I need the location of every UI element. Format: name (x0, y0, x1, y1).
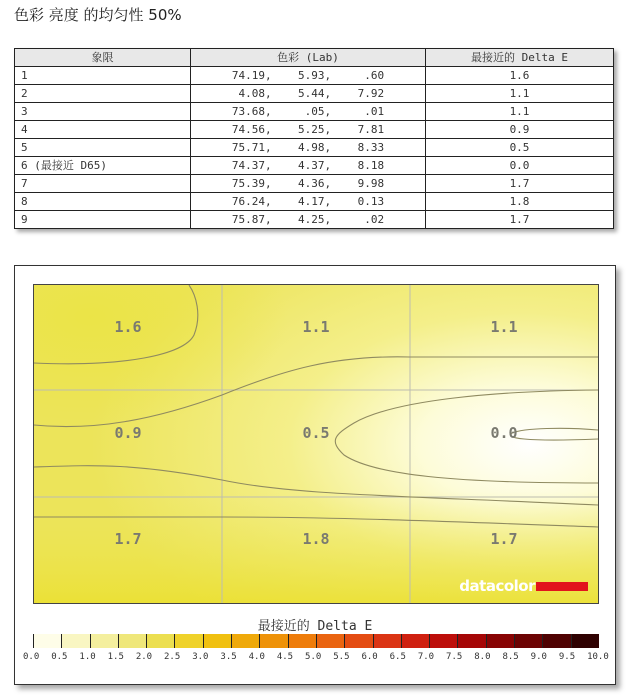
lab-cell: 75.39, 4.36, 9.98 (191, 175, 426, 193)
cell-value-7: 1.7 (114, 530, 142, 548)
delta-e-table-container (14, 48, 614, 229)
scale-segment (514, 634, 542, 648)
header-quadrant: 象限 (15, 49, 191, 67)
scale-tick-label: 0.0 (23, 652, 40, 662)
scale-tick-label: 2.5 (164, 652, 181, 662)
scale-segment (118, 634, 146, 648)
table-row (15, 121, 614, 139)
table-row (15, 193, 614, 211)
scale-tick-label: 10.0 (587, 652, 609, 662)
scale-tick-label: 9.5 (558, 652, 576, 662)
table-row (15, 157, 614, 175)
scale-segment (457, 634, 485, 648)
delta-e-cell: 0.5 (426, 139, 614, 157)
scale-tick-label: 1.5 (107, 652, 124, 662)
color-scale-ticks (23, 652, 609, 662)
scale-segment (571, 634, 599, 648)
scale-tick-label: 0.5 (51, 652, 68, 662)
cell-value-1: 1.6 (114, 318, 142, 336)
delta-e-cell: 1.7 (426, 211, 614, 229)
table-row (15, 139, 614, 157)
uniformity-heatmap (33, 284, 599, 604)
cell-value-8: 1.8 (302, 530, 330, 548)
delta-e-table (14, 48, 614, 229)
scale-tick-label: 8.0 (474, 652, 491, 662)
logo-text: datacolor (459, 577, 535, 595)
scale-tick-label: 3.0 (192, 652, 209, 662)
quadrant-cell: 5 (15, 139, 191, 157)
cell-value-9: 1.7 (490, 530, 518, 548)
header-delta-e: 最接近的 Delta E (426, 49, 614, 67)
legend-title: 最接近的 Delta E (257, 619, 373, 634)
scale-tick-label: 6.0 (361, 652, 378, 662)
cell-value-5: 0.5 (302, 424, 330, 442)
scale-segment (401, 634, 429, 648)
delta-e-cell: 0.0 (426, 157, 614, 175)
scale-tick-label: 1.0 (79, 652, 96, 662)
scale-segment (344, 634, 372, 648)
scale-segment (486, 634, 514, 648)
table-row (15, 175, 614, 193)
quadrant-cell: 4 (15, 121, 191, 139)
delta-e-cell: 1.6 (426, 67, 614, 85)
scale-tick-label: 5.0 (305, 652, 322, 662)
cell-value-3: 1.1 (490, 318, 518, 336)
scale-segment (203, 634, 231, 648)
scale-tick-label: 8.5 (502, 652, 519, 662)
scale-segment (146, 634, 174, 648)
quadrant-cell: 2 (15, 85, 191, 103)
datacolor-logo (459, 577, 588, 595)
color-scale-bar (33, 634, 599, 648)
scale-segment (373, 634, 401, 648)
scale-tick-label: 9.0 (530, 652, 547, 662)
logo-red-bar (536, 582, 588, 591)
scale-segment (61, 634, 89, 648)
delta-e-cell: 1.8 (426, 193, 614, 211)
scale-segment (90, 634, 118, 648)
delta-e-cell: 1.7 (426, 175, 614, 193)
table-row (15, 67, 614, 85)
scale-segment (316, 634, 344, 648)
lab-cell: 76.24, 4.17, 0.13 (191, 193, 426, 211)
table-row (15, 211, 614, 229)
quadrant-cell: 3 (15, 103, 191, 121)
quadrant-cell: 8 (15, 193, 191, 211)
cell-value-2: 1.1 (302, 318, 330, 336)
scale-segment (174, 634, 202, 648)
lab-cell: 74.37, 4.37, 8.18 (191, 157, 426, 175)
cell-value-6: 0.0 (490, 424, 518, 442)
cell-value-4: 0.9 (114, 424, 142, 442)
scale-segment (231, 634, 259, 648)
quadrant-cell: 1 (15, 67, 191, 85)
scale-segment (33, 634, 61, 648)
lab-cell: 75.87, 4.25, .02 (191, 211, 426, 229)
lab-cell: 74.56, 5.25, 7.81 (191, 121, 426, 139)
scale-tick-label: 5.5 (333, 652, 350, 662)
lab-cell: 74.19, 5.93, .60 (191, 67, 426, 85)
delta-e-cell: 0.9 (426, 121, 614, 139)
lab-cell: 73.68, .05, .01 (191, 103, 426, 121)
scale-tick-label: 6.5 (389, 652, 406, 662)
delta-e-cell: 1.1 (426, 85, 614, 103)
table-row (15, 85, 614, 103)
uniformity-chart-panel (14, 265, 616, 685)
header-lab: 色彩 (Lab) (191, 49, 426, 67)
scale-tick-label: 4.5 (276, 652, 294, 662)
scale-segment (288, 634, 316, 648)
quadrant-cell: 6 (最接近 D65) (15, 157, 191, 175)
scale-segment (542, 634, 570, 648)
table-row (15, 103, 614, 121)
quadrant-cell: 9 (15, 211, 191, 229)
quadrant-cell: 7 (15, 175, 191, 193)
page-title: 色彩 亮度 的均匀性 50% (14, 6, 182, 24)
scale-segment (429, 634, 457, 648)
delta-e-cell: 1.1 (426, 103, 614, 121)
scale-tick-label: 3.5 (220, 652, 237, 662)
table-header-row (15, 49, 614, 67)
lab-cell: 75.71, 4.98, 8.33 (191, 139, 426, 157)
scale-tick-label: 2.0 (135, 652, 153, 662)
scale-segment (259, 634, 287, 648)
scale-tick-label: 7.5 (446, 652, 463, 662)
scale-tick-label: 7.0 (417, 652, 435, 662)
lab-cell: 4.08, 5.44, 7.92 (191, 85, 426, 103)
scale-tick-label: 4.0 (248, 652, 265, 662)
